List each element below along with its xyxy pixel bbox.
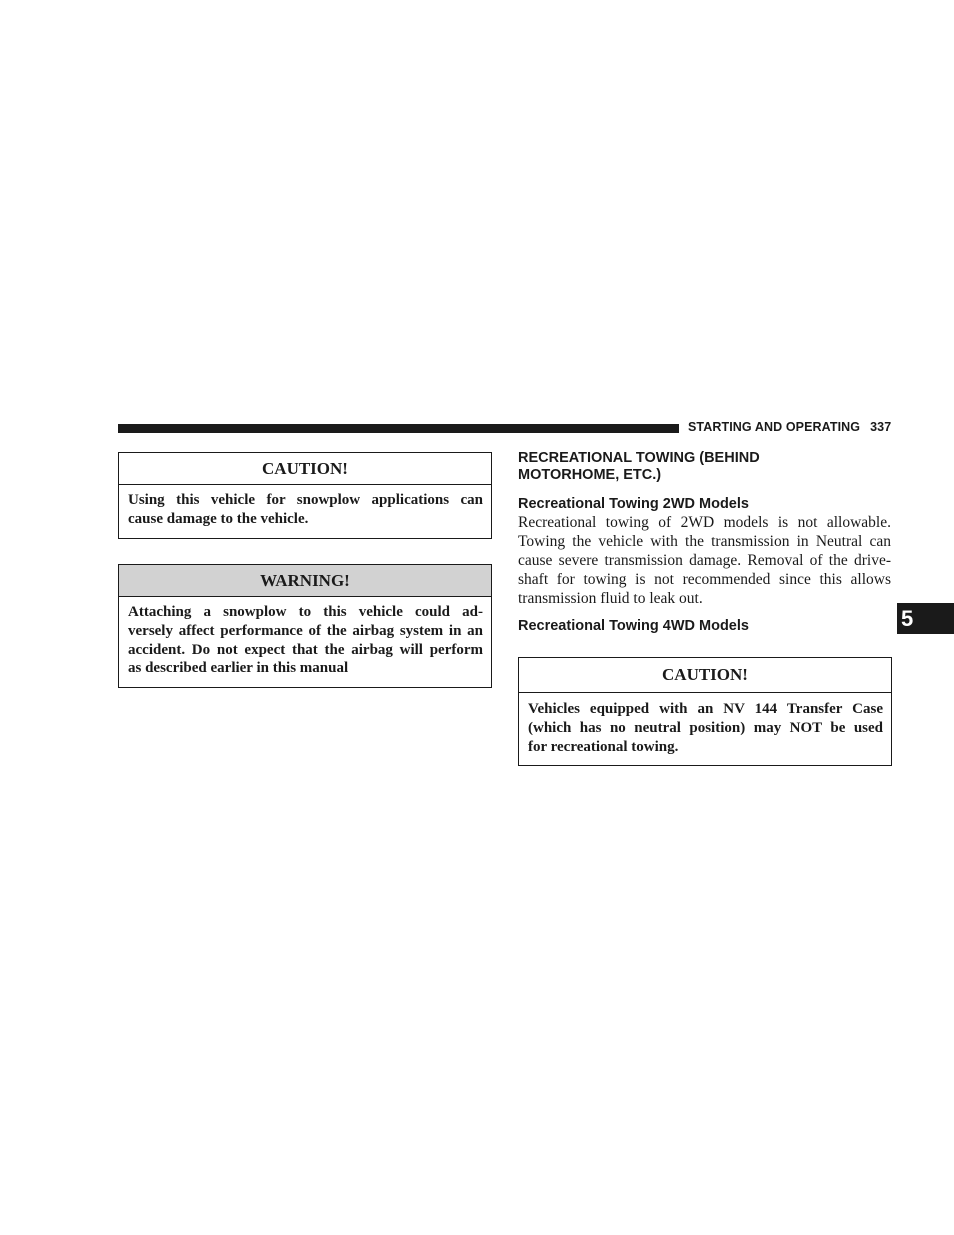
caution-line: cause damage to the vehicle. (128, 510, 309, 527)
section-heading-line: RECREATIONAL TOWING (BEHIND (518, 450, 760, 466)
caution-text (519, 693, 891, 756)
caution-line: Using this vehicle for snowplow applications can (128, 492, 483, 508)
caution-title: CAUTION! (519, 658, 891, 693)
caution-line: Vehicles equipped with an NV 144 Transfer Case (528, 701, 883, 717)
paragraph-line: transmission fluid to leak out. (518, 589, 703, 607)
section-heading (518, 450, 760, 484)
warning-line: versely affect performance of the airbag system in an (128, 622, 483, 639)
page-number: 337 (870, 420, 892, 434)
paragraph-line: Towing the vehicle with the transmission in Neutral can (518, 532, 891, 550)
warning-text (119, 597, 491, 678)
warning-line: as described earlier in this manual (128, 660, 349, 677)
warning-title: WARNING! (119, 565, 491, 597)
paragraph-line: Recreational towing of 2WD models is not allowable. (518, 514, 891, 531)
paragraph-2wd (518, 514, 891, 609)
caution-box-nv144 (518, 657, 892, 766)
chapter-tab: 5 (897, 603, 954, 634)
caution-title: CAUTION! (119, 453, 491, 485)
section-heading-line: MOTORHOME, ETC.) (518, 467, 662, 483)
warning-box-airbag (118, 564, 492, 688)
subheading-4wd: Recreational Towing 4WD Models (518, 618, 749, 634)
header-section-title: STARTING AND OPERATING (688, 420, 861, 434)
warning-line: Attaching a snowplow to this vehicle could ad- (128, 604, 483, 620)
subheading-2wd: Recreational Towing 2WD Models (518, 496, 749, 512)
header-rule (118, 424, 679, 433)
paragraph-line: cause severe transmission damage. Removal of the drive- (518, 551, 891, 569)
paragraph-line: shaft for towing is not recommended since this allows (518, 570, 891, 588)
caution-text (119, 485, 491, 529)
running-header (688, 420, 892, 434)
caution-box-snowplow (118, 452, 492, 539)
caution-line: for recreational towing. (528, 738, 679, 755)
warning-line: accident. Do not expect that the airbag will perform (128, 641, 483, 658)
caution-line: (which has no neutral position) may NOT be used (528, 719, 883, 736)
